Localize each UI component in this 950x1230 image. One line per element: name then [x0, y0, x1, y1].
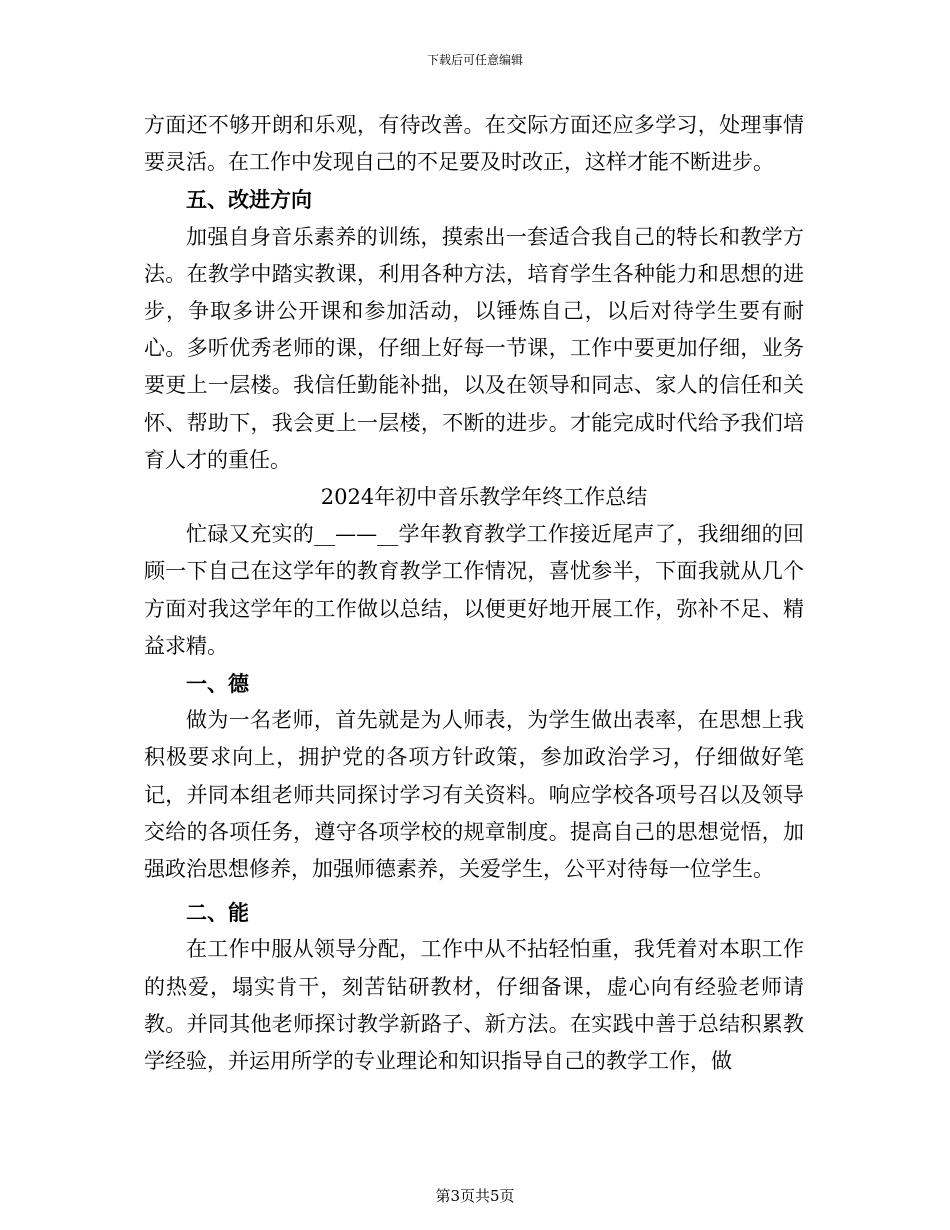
document-body — [144, 107, 804, 1080]
paragraph-intro: 忙碌又充实的__——__学年教育教学工作接近尾声了，我细细的回顾一下自己在这学年的教育教学工作情况，喜忧参半，下面我就从几个方面对我这学年的工作做以总结，以便更好地开展工作，弥补不足、精益求精。 — [144, 522, 804, 658]
paragraph-ability: 在工作中服从领导分配，工作中从不拈轻怕重，我凭着对本职工作的热爱，塌实肯干，刻苦钻研教材，仔细备课，虚心向有经验老师请教。并同其他老师探讨教学新路子、新方法。在实践中善于总结积累教学经验，并运用所学的专业理论和知识指导自己的教学工作，做 — [144, 937, 804, 1074]
paragraph-continued: 方面还不够开朗和乐观，有待改善。在交际方面还应多学习，处理事情要灵活。在工作中发现自己的不足要及时改正，这样才能不断进步。 — [144, 113, 804, 175]
heading-improvement-direction: 五、改进方向 — [186, 187, 312, 213]
heading-virtue: 一、德 — [186, 671, 249, 697]
paragraph-improvement: 加强自身音乐素养的训练，摸索出一套适合我自己的特长和教学方法。在教学中踏实教课，利用各种方法，培育学生各种能力和思想的进步，争取多讲公开课和参加活动，以锤炼自己，以后对待学生要有耐心。多听优秀老师的课，仔细上好每一节课，工作中要更加仔细，业务要更上一层楼。我信任勤能补拙，以及在领导和同志、家人的信任和关怀、帮助下，我会更上一层楼，不断的进步。才能完成时代给予我们培育人才的重任。 — [144, 224, 804, 472]
paragraph-virtue: 做为一名老师，首先就是为人师表，为学生做出表率，在思想上我积极要求向上，拥护党的各项方针政策，参加政治学习，仔细做好笔记，并同本组老师共同探讨学习有关资料。响应学校各项号召以及领导交给的各项任务，遵守各项学校的规章制度。提高自己的思想觉悟，加强政治思想修养，加强师德素养，关爱学生，公平对待每一位学生。 — [144, 708, 804, 882]
document-title: 2024年初中音乐教学年终工作总结 — [320, 485, 648, 510]
page-header: 下载后可任意编辑 — [426, 53, 523, 67]
page-number-footer: 第3页共5页 — [435, 1187, 515, 1205]
heading-ability: 二、能 — [186, 900, 249, 926]
